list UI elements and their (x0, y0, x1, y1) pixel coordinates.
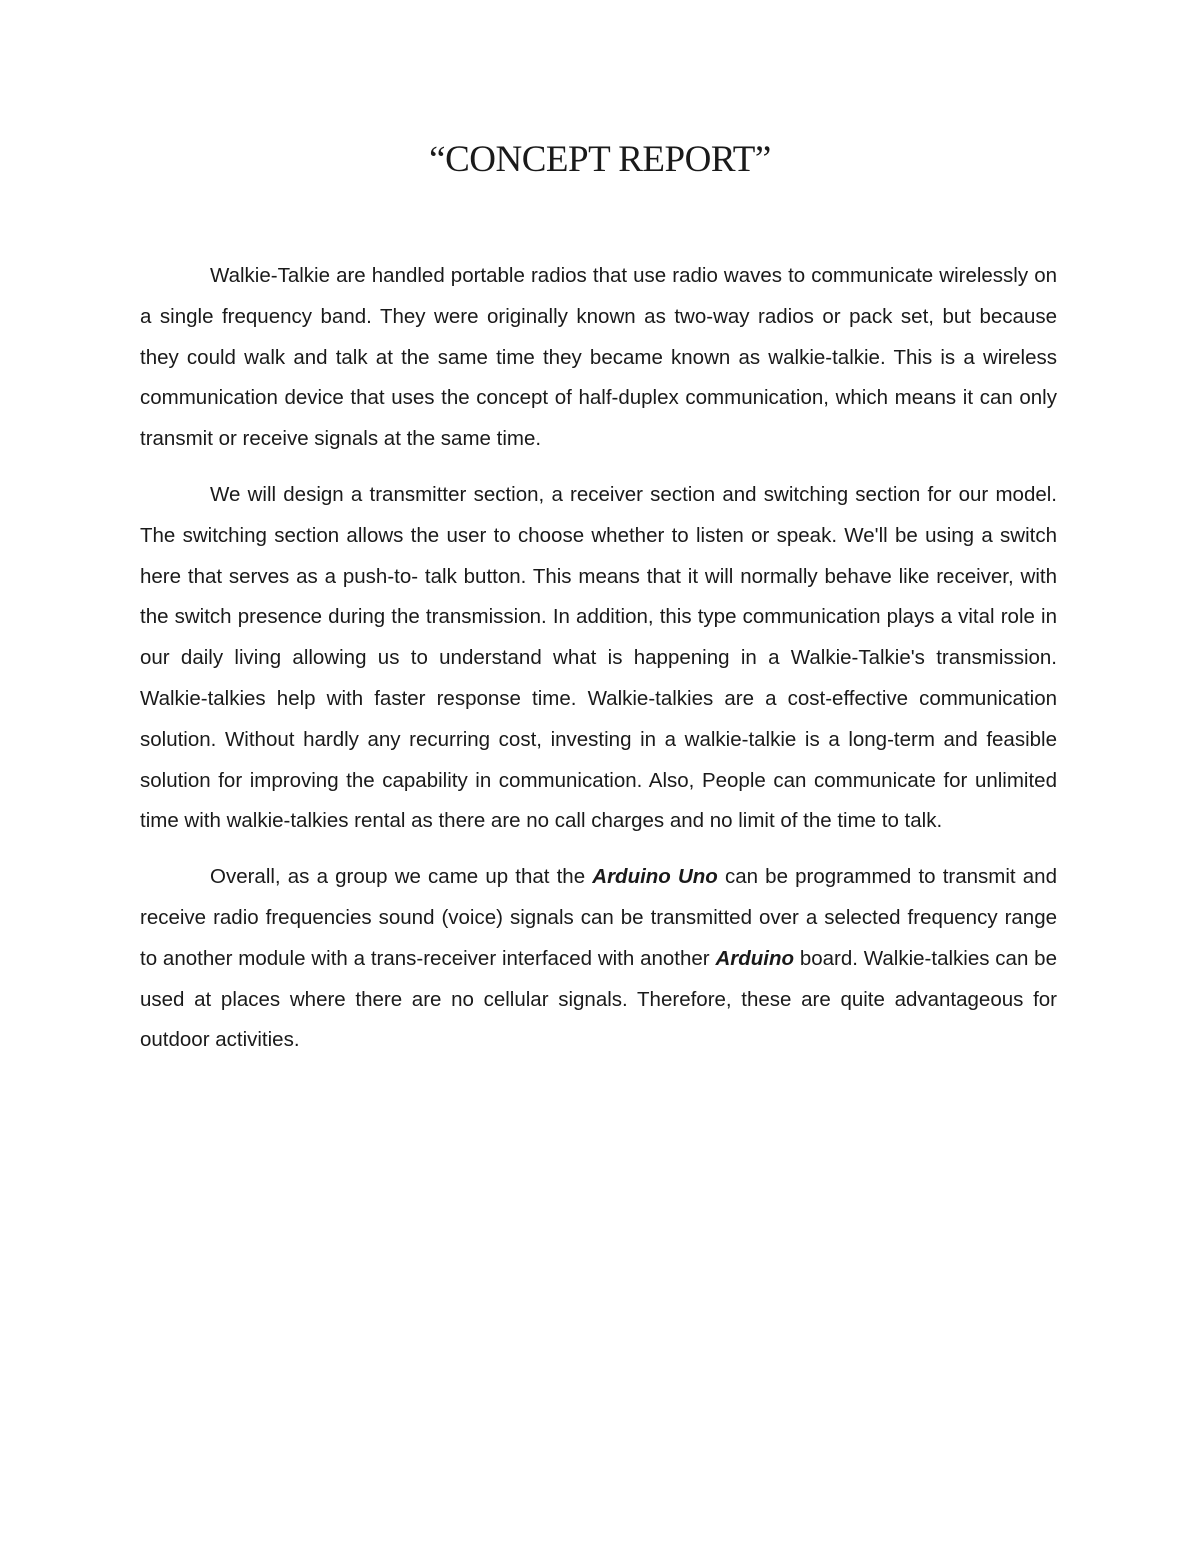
paragraph-intro (140, 256, 1057, 460)
emphasis-arduino: Arduino (715, 946, 795, 970)
page-title: “CONCEPT REPORT” (429, 139, 771, 180)
paragraph-design (140, 475, 1057, 842)
paragraph-conclusion (140, 857, 1057, 1061)
paragraph-text: can be programmed to transmit and receive radio frequencies sound (voice) signals can be transmitted over a selected frequency range to another module with a trans-receiver interfaced with another (140, 865, 1057, 970)
paragraph-text: Walkie-Talkie are handled portable radios that use radio waves to communicate wirelessly on a single frequency band. They were originally known as two-way radios or pack set, but because they could walk and talk at the same time they became known as walkie-talkie. This is a wireless communication device that uses the concept of half-duplex communication, which means it can only transmit or receive signals at the same time. (140, 264, 1057, 451)
paragraph-text: Overall, as a group we came up that the (210, 865, 593, 889)
paragraph-text: We will design a transmitter section, a receiver section and switching section for our model. The switching section allows the user to choose whether to listen or speak. We'll be using a switch here that serves as a push-to- talk button. This means that it will normally behave like receiver, with the switch presence during the transmission. In addition, this type communication plays a vital role in our daily living allowing us to understand what is happening in a Walkie-Talkie's transmission. Walkie-talkies help with faster response time. Walkie-talkies are a cost-effective communication solution. Without hardly any recurring cost, investing in a walkie-talkie is a long-term and feasible solution for improving the capability in communication. Also, People can communicate for unlimited time with walkie-talkies rental as there are no call charges and no limit of the time to talk. (140, 482, 1057, 833)
emphasis-arduino-uno: Arduino Uno (592, 865, 718, 889)
paragraph-text: board. Walkie-talkies can be used at places where there are no cellular signals. Therefore, these are quite advantageous for outdoor activities. (140, 946, 1057, 1052)
document-body (140, 256, 1057, 1076)
